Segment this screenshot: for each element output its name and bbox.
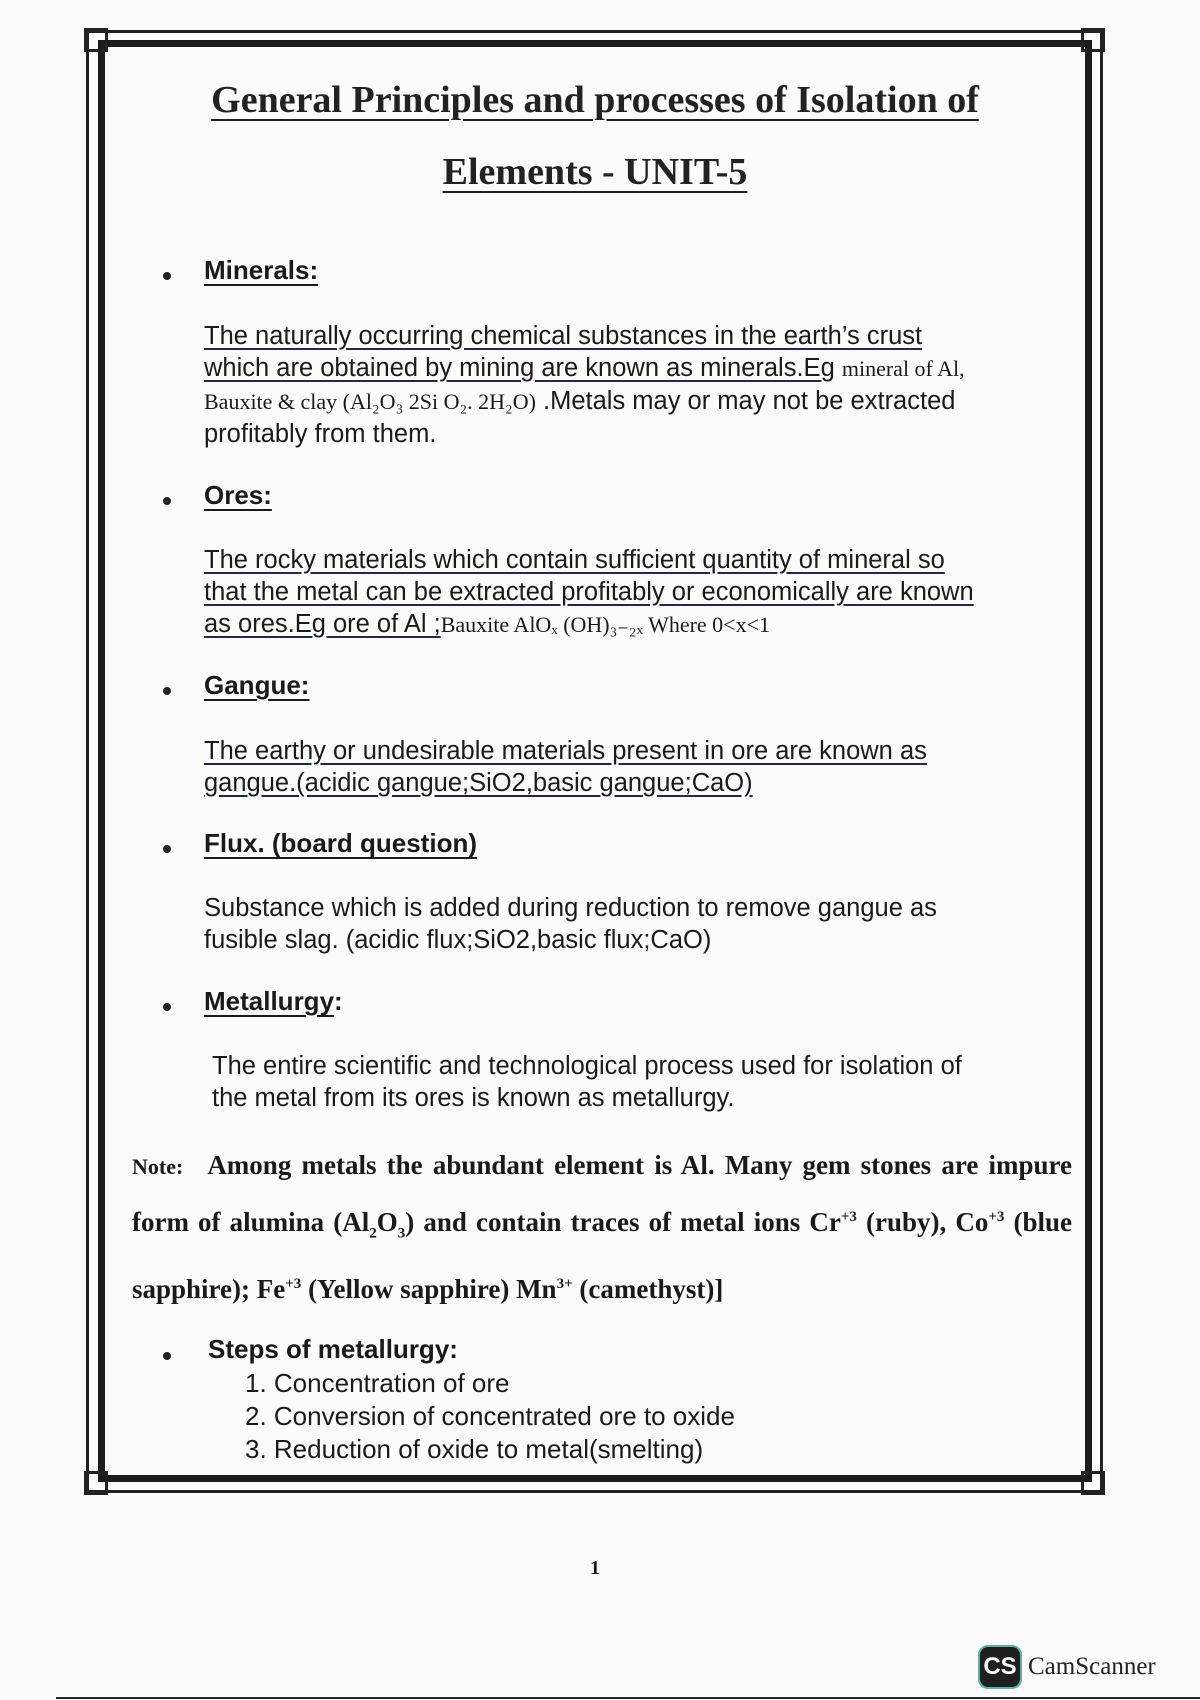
list-item: 3. Reduction of oxide to metal(smelting) — [245, 1434, 704, 1464]
bottom-divider — [56, 1697, 1200, 1699]
border-corner — [84, 1471, 108, 1495]
list-item: 1. Concentration of ore — [245, 1368, 510, 1398]
heading-steps: Steps of metallurgy: — [208, 1334, 458, 1364]
minerals-definition: The naturally occurring chemical substances in the earth’s crust which are obtained by mining are known as minerals.Eg mineral of Al, Bauxite & clay (Al₂O₃ 2Si O₂. 2H₂O) .Metals may or may not be extracted profitably from them. — [204, 322, 965, 448]
border-corner — [1081, 28, 1105, 52]
border-corner — [1081, 1471, 1105, 1495]
flux-definition: Substance which is added during reduction to remove gangue as fusible slag. (acidic flux;SiO2,basic flux;CaO) — [204, 894, 937, 954]
camscanner-name: CamScanner — [1028, 1653, 1156, 1680]
page-number: 1 — [590, 1557, 600, 1579]
gangue-definition: The earthy or undesirable materials present in ore are known as gangue.(acidic gangue;SiO2,basic gangue;CaO) — [204, 737, 927, 797]
bullet-icon — [163, 687, 171, 695]
page-title-line1: General Principles and processes of Isolation of — [211, 79, 979, 121]
list-item: 2. Conversion of concentrated ore to oxide — [245, 1401, 735, 1431]
heading-metallurgy: Metallurgy: — [204, 986, 343, 1016]
metallurgy-definition: The entire scientific and technological process used for isolation of the metal from its ores is known as metallurgy. — [212, 1052, 962, 1112]
bullet-icon — [163, 497, 171, 505]
ores-definition: The rocky materials which contain sufficient quantity of mineral so that the metal can be extracted profitably or economically are known as ores.Eg ore of Al ;Bauxite AlOₓ (OH)₃₋₂ₓ Where 0<x<1 — [204, 546, 974, 638]
page-title-line2: Elements - UNIT-5 — [442, 151, 748, 193]
bullet-icon — [163, 1352, 171, 1360]
heading-gangue: Gangue: — [204, 670, 310, 700]
heading-flux: Flux. (board question) — [204, 828, 477, 858]
camscanner-logo-icon: CS — [978, 1645, 1022, 1689]
note-paragraph: Note: Among metals the abundant element is Al. Many gem stones are impure form of alumina $(Al_2O_3)$ and contain traces of metal ions $Cr^{+3}$ (ruby), $Co^{+3}$ (blue sapphire); $Fe^{+3}$ (Yellow sapphire) $Mn^{3+}$ (camethyst)] — [132, 1150, 1073, 1305]
heading-minerals: Minerals: — [204, 255, 319, 285]
bullet-icon — [163, 845, 171, 853]
steps-list — [245, 1367, 735, 1466]
camscanner-watermark — [978, 1644, 1156, 1690]
bullet-icon — [163, 272, 171, 280]
border-corner — [84, 28, 108, 52]
bullet-icon — [163, 1003, 171, 1011]
heading-ores: Ores: — [204, 480, 272, 510]
